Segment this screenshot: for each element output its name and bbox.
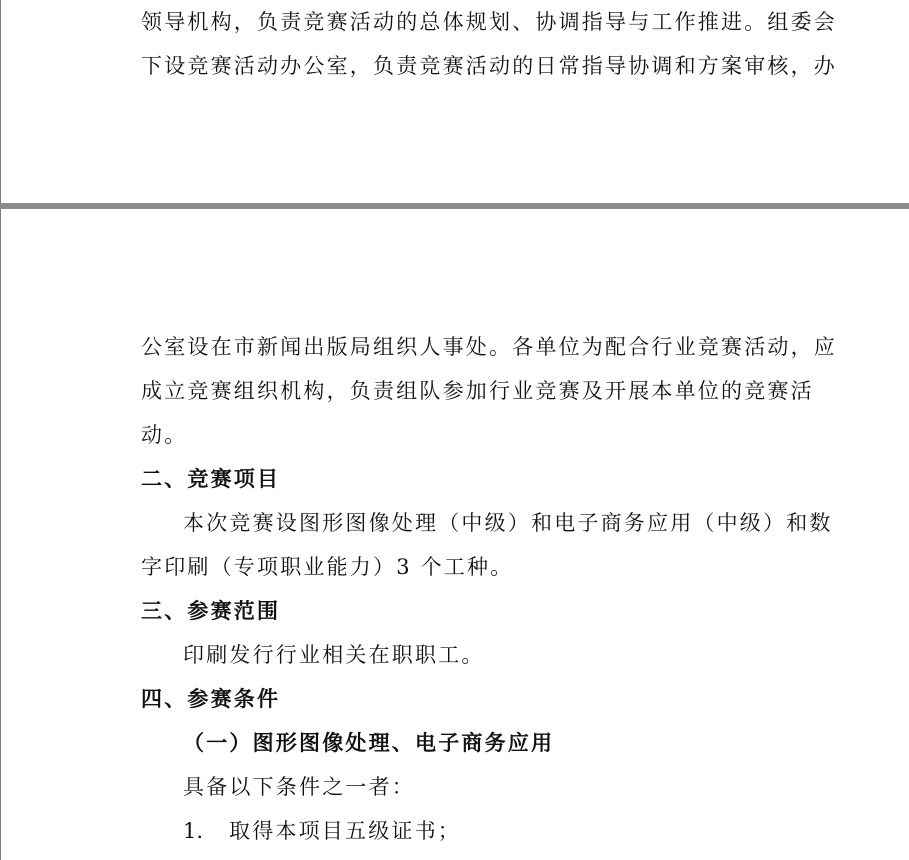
page-2 — [0, 209, 909, 860]
body-line: 字印刷（专项职业能力）3 个工种。 — [141, 555, 514, 579]
body-line: 具备以下条件之一者： — [183, 775, 415, 799]
section-heading-participation-conditions: 四、参赛条件 — [141, 687, 281, 711]
section-heading-competition-items: 二、竞赛项目 — [141, 467, 281, 491]
body-line: 成立竞赛组织机构，负责组队参加行业竞赛及开展本单位的竞赛活 — [141, 379, 814, 403]
page-1-body — [141, 0, 837, 88]
list-item-number: 1. — [183, 819, 204, 843]
body-line: 本次竞赛设图形图像处理（中级）和电子商务应用（中级）和数 — [183, 511, 833, 535]
body-line: 领导机构，负责竞赛活动的总体规划、协调指导与工作推进。组委会 — [141, 10, 837, 34]
body-line: 下设竞赛活动办公室，负责竞赛活动的日常指导协调和方案审核，办 — [141, 54, 837, 78]
page-1 — [0, 0, 909, 203]
list-item-text: 取得本项目五级证书； — [229, 819, 461, 843]
subsection-heading: （一）图形图像处理、电子商务应用 — [183, 731, 555, 755]
body-line: 公室设在市新闻出版局组织人事处。各单位为配合行业竞赛活动，应 — [141, 335, 837, 359]
page-2-body — [141, 325, 837, 853]
section-heading-participation-scope: 三、参赛范围 — [141, 599, 281, 623]
body-line: 动。 — [141, 423, 188, 447]
list-item — [141, 809, 781, 853]
body-line: 印刷发行行业相关在职职工。 — [183, 643, 485, 667]
